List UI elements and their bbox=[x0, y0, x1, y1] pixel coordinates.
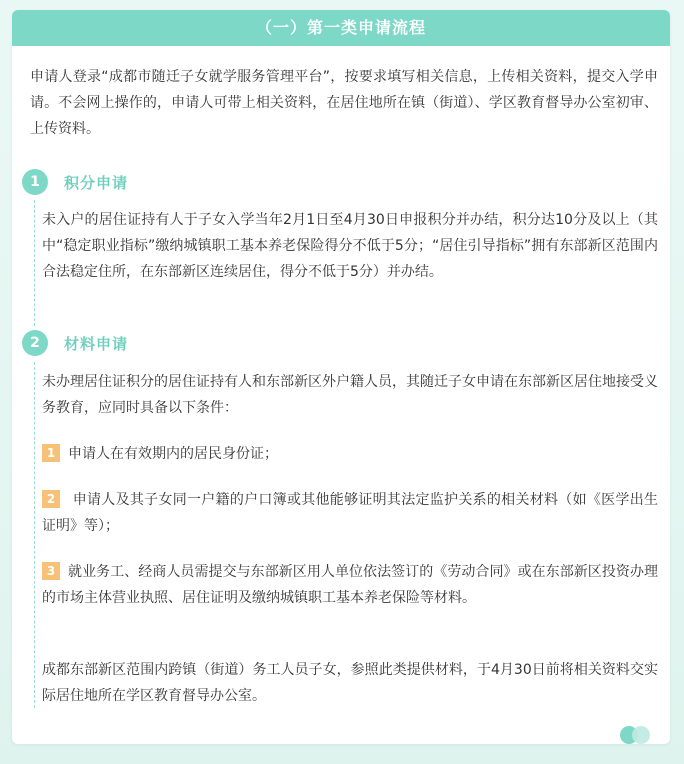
list-item bbox=[42, 559, 658, 611]
decorative-dots bbox=[620, 726, 660, 744]
section-number-circle: 2 bbox=[22, 330, 48, 356]
dot-icon bbox=[632, 726, 650, 744]
closing-paragraph: 成都东部新区范围内跨镇（街道）务工人员子女，参照此类提供材料，于4月30日前将相关资料交实际居住地所在学区教育督导办公室。 bbox=[42, 662, 658, 704]
list-item-text: 申请人及其子女同一户籍的户口簿或其他能够证明其法定监护关系的相关材料（如《医学出生证明》等）； bbox=[42, 492, 658, 534]
dashed-divider bbox=[34, 200, 35, 326]
list-number-badge: 1 bbox=[42, 444, 60, 462]
content-card bbox=[12, 10, 670, 744]
section-title-materials: 材料申请 bbox=[64, 334, 129, 353]
dashed-divider bbox=[34, 362, 35, 708]
intro-paragraph: 申请人登录“成都市随迁子女就学服务管理平台”，按要求填写相关信息，上传相关资料，提交入学申请。不会网上操作的，申请人可带上相关资料，在居住地所在镇（街道）、学区教育督导办公室初审、上传资料。 bbox=[30, 69, 658, 137]
section-title-points: 积分申请 bbox=[64, 173, 129, 192]
list-number-badge: 3 bbox=[42, 562, 60, 580]
points-paragraph: 未入户的居住证持有人于子女入学当年2月1日至4月30日申报积分并办结，积分达10分及以上（其中“稳定职业指标”缴纳城镇职工基本养老保险得分不低于5分；“居住引导指标”拥有东部新区范围内合法稳定住所，在东部新区连续居住，得分不低于5分）并办结。 bbox=[42, 212, 658, 280]
section-header-points bbox=[22, 167, 128, 197]
list-item-text: 申请人在有效期内的居民身份证； bbox=[68, 446, 278, 462]
section-title-bar: （一）第一类申请流程 bbox=[12, 10, 670, 46]
list-item-text: 就业务工、经商人员需提交与东部新区用人单位依法签订的《劳动合同》或在东部新区投资办理的市场主体营业执照、居住证明及缴纳城镇职工基本养老保险等材料。 bbox=[42, 564, 658, 606]
materials-paragraph: 未办理居住证积分的居住证持有人和东部新区外户籍人员，其随迁子女申请在东部新区居住地接受义务教育，应同时具备以下条件： bbox=[42, 374, 658, 416]
section-number-circle: 1 bbox=[22, 169, 48, 195]
section-header-materials bbox=[22, 328, 128, 358]
list-item bbox=[42, 441, 658, 467]
list-item bbox=[42, 487, 658, 539]
list-number-badge: 2 bbox=[42, 490, 60, 508]
